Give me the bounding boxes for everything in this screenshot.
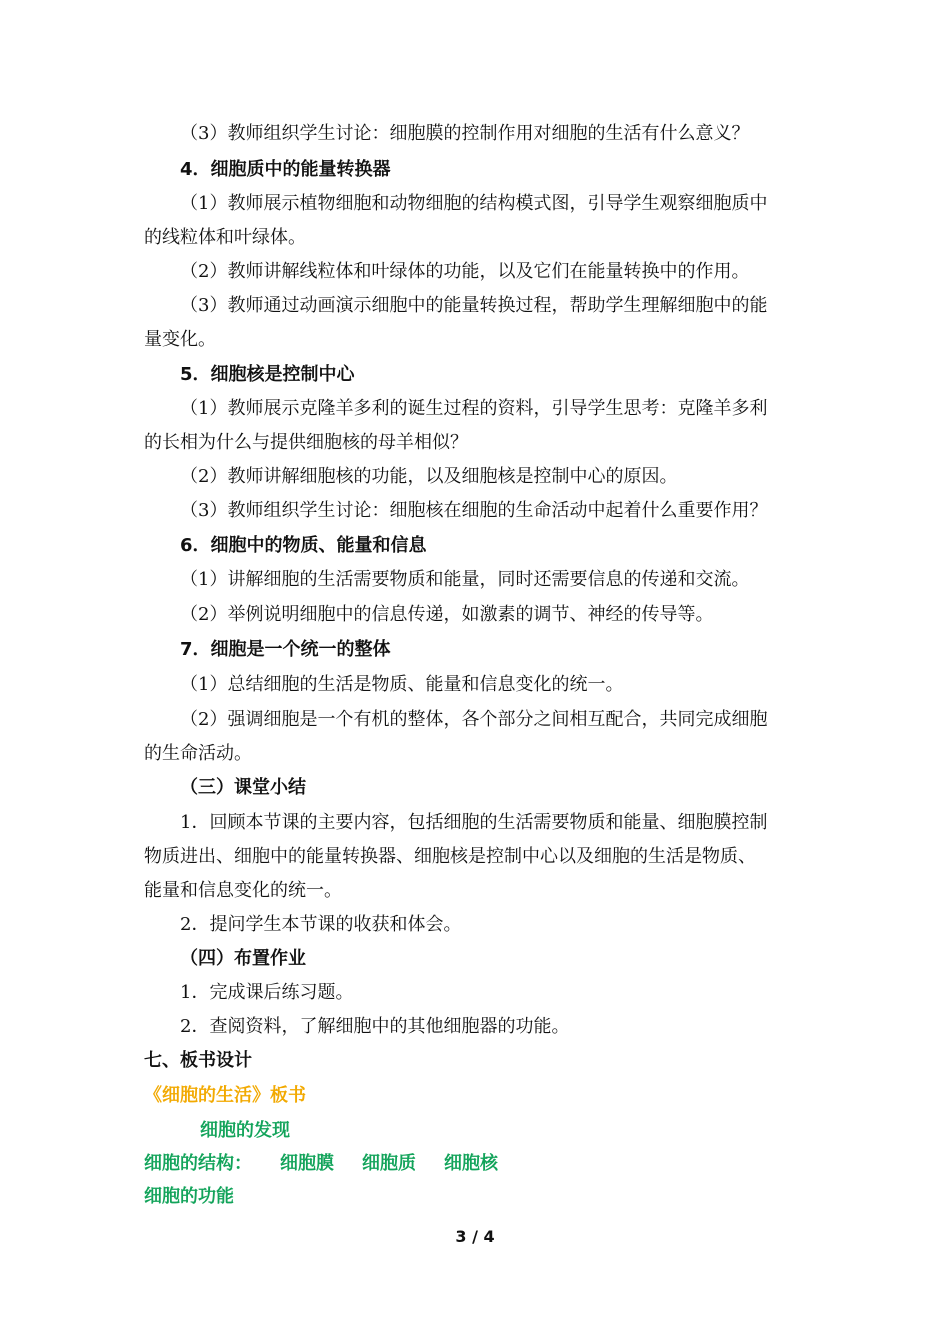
paragraph-line: （1）总结细胞的生活是物质、能量和信息变化的统一。 [180,674,624,695]
section-heading: 5．细胞核是控制中心 [180,364,355,385]
paragraph-line: （2）教师讲解细胞核的功能，以及细胞核是控制中心的原因。 [180,466,678,487]
paragraph-line: 能量和信息变化的统一。 [144,880,342,901]
paragraph-line: 的线粒体和叶绿体。 [144,227,306,248]
paragraph-line: （1）教师展示植物细胞和动物细胞的结构模式图，引导学生观察细胞质中 [180,193,768,214]
section-heading: （四）布置作业 [180,948,306,969]
board-structure-label: 细胞的结构： [144,1153,252,1174]
board-function: 细胞的功能 [144,1186,234,1207]
page-number: 3 / 4 [455,1227,495,1246]
chapter-heading: 七、板书设计 [144,1050,252,1071]
paragraph-line: 量变化。 [144,329,216,350]
paragraph-line: 的长相为什么与提供细胞核的母羊相似？ [144,432,468,453]
section-heading: （三）课堂小结 [180,777,306,798]
paragraph-line: （3）教师组织学生讨论：细胞核在细胞的生命活动中起着什么重要作用？ [180,500,768,521]
section-heading: 6．细胞中的物质、能量和信息 [180,535,427,556]
board-structure-row [144,1152,814,1176]
paragraph-line: （3）教师组织学生讨论：细胞膜的控制作用对细胞的生活有什么意义？ [180,123,750,144]
paragraph-line: 1．完成课后练习题。 [180,982,354,1003]
paragraph-line: 2．提问学生本节课的收获和体会。 [180,914,462,935]
paragraph-line: （1）讲解细胞的生活需要物质和能量，同时还需要信息的传递和交流。 [180,569,750,590]
section-heading: 7．细胞是一个统一的整体 [180,639,391,660]
paragraph-line: 2．查阅资料，了解细胞中的其他细胞器的功能。 [180,1016,570,1037]
paragraph-line: 的生命活动。 [144,743,252,764]
paragraph-line: （3）教师通过动画演示细胞中的能量转换过程，帮助学生理解细胞中的能 [180,295,768,316]
paragraph-line: （2）教师讲解线粒体和叶绿体的功能，以及它们在能量转换中的作用。 [180,261,750,282]
paragraph-line: （2）强调细胞是一个有机的整体，各个部分之间相互配合，共同完成细胞 [180,709,768,730]
paragraph-line: 物质进出、细胞中的能量转换器、细胞核是控制中心以及细胞的生活是物质、 [144,846,756,867]
board-discovery: 细胞的发现 [200,1120,290,1141]
paragraph-line: （2）举例说明细胞中的信息传递，如激素的调节、神经的传导等。 [180,604,714,625]
paragraph-line: （1）教师展示克隆羊多利的诞生过程的资料，引导学生思考：克隆羊多利 [180,398,768,419]
section-heading: 4．细胞质中的能量转换器 [180,159,391,180]
paragraph-line: 1．回顾本节课的主要内容，包括细胞的生活需要物质和能量、细胞膜控制 [180,812,768,833]
board-title: 《细胞的生活》板书 [144,1085,306,1106]
board-structure-item: 细胞质 [362,1153,416,1174]
board-structure-item: 细胞膜 [280,1153,334,1174]
board-structure-item: 细胞核 [444,1153,498,1174]
